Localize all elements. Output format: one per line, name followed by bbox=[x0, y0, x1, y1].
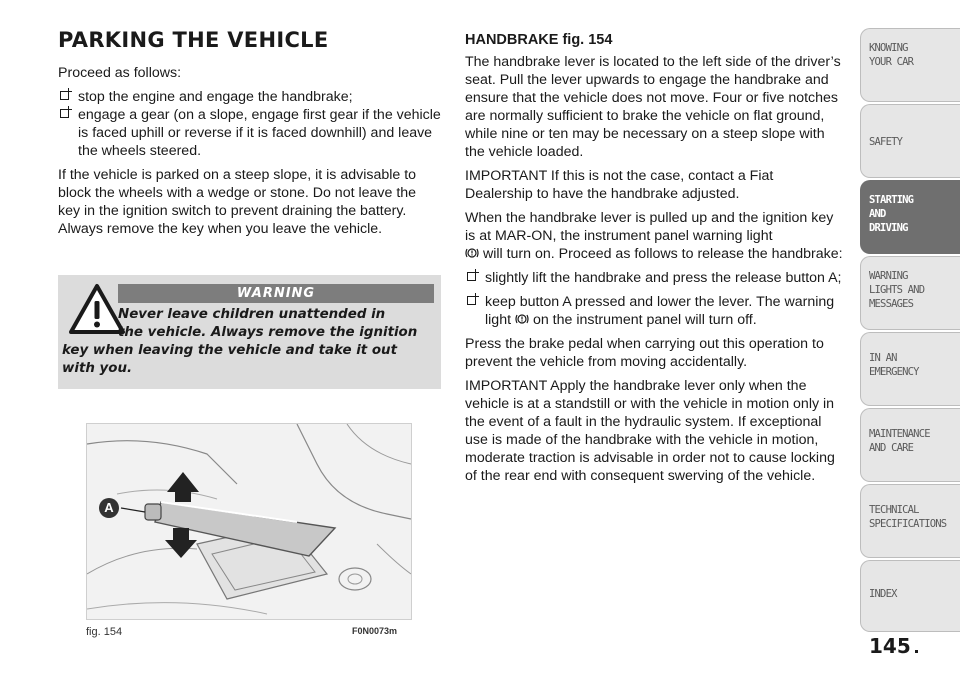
handbrake-p4: Press the brake pedal when carrying out this operation to prevent the vehicle from moving accidentally. bbox=[465, 336, 824, 370]
tab-maintenance-and-care[interactable]: MAINTENANCE AND CARE bbox=[860, 408, 960, 482]
callout-a: A bbox=[99, 498, 119, 518]
tab-technical-specifications[interactable]: TECHNICAL SPECIFICATIONS bbox=[860, 484, 960, 558]
warning-banner: WARNING bbox=[118, 284, 434, 303]
section-title: PARKING THE VEHICLE bbox=[58, 28, 329, 52]
handbrake-title: HANDBRAKE fig. 154 bbox=[465, 32, 613, 48]
list-item: engage a gear (on a slope, engage first gear if the vehicle is faced uphill or reverse if it is faced downhill) and leave the wheels steered. bbox=[58, 106, 442, 160]
checkbox-bullet-icon bbox=[60, 109, 69, 118]
handbrake-p1: The handbrake lever is located to the left side of the driver’s seat. Pull the lever upwards to engage the handbrake and ensure that the vehicle does not move. Four or five notches are normally sufficient to brake the vehicle on flat ground, while nine or ten may be necessary on a steep slope with the vehicle loaded. bbox=[465, 54, 841, 160]
parking-paragraph: If the vehicle is parked on a steep slope, it is advisable to block the wheels with a wedge or stone. Do not leave the key in the ignition switch to prevent draining the battery. Always remove the key when you leave the vehicle. bbox=[58, 167, 417, 237]
tab-safety[interactable]: SAFETY bbox=[860, 104, 960, 178]
list-item: slightly lift the handbrake and press the release button A; bbox=[465, 269, 845, 287]
right-column bbox=[465, 32, 845, 491]
handbrake-p5: IMPORTANT Apply the handbrake lever only when the vehicle is at a standstill or with the vehicle in motion only in the event of a fault in the hydraulic system. If exceptional use is made of the handbrake with the vehicle in motion, moderate traction is advisable in order not to cause locking of the rear end with consequent swerving of the vehicle. bbox=[465, 378, 835, 484]
checkbox-bullet-icon bbox=[467, 272, 476, 281]
figure-code: F0N0073m bbox=[352, 626, 398, 636]
warning-box bbox=[58, 275, 441, 389]
parking-steps bbox=[58, 88, 442, 160]
tab-knowing-your-car[interactable]: KNOWING YOUR CAR bbox=[860, 28, 960, 102]
page-number: 145 bbox=[869, 634, 911, 658]
list-item: keep button A pressed and lower the lever. The warning light on the instrument panel will turn off. bbox=[465, 293, 845, 329]
tab-warning-lights[interactable]: WARNING LIGHTS AND MESSAGES bbox=[860, 256, 960, 330]
tab-starting-and-driving[interactable]: STARTING AND DRIVING bbox=[860, 180, 960, 254]
release-steps bbox=[465, 269, 845, 329]
intro-text: Proceed as follows: bbox=[58, 65, 182, 81]
handbrake-p3: When the handbrake lever is pulled up and the ignition key is at MAR-ON, the instrument panel warning light will turn on. Proceed as follows to release the handbrake: bbox=[465, 210, 843, 262]
checkbox-bullet-icon bbox=[60, 91, 69, 100]
left-column bbox=[58, 28, 442, 244]
chapter-sidebar bbox=[860, 28, 960, 632]
checkbox-bullet-icon bbox=[467, 296, 476, 305]
brake-warning-light-icon bbox=[515, 313, 529, 325]
figure-caption: fig. 154 bbox=[86, 626, 123, 638]
tab-in-an-emergency[interactable]: IN AN EMERGENCY bbox=[860, 332, 960, 406]
tab-index[interactable]: INDEX bbox=[860, 560, 960, 632]
warning-text: Never leave children unattended in the vehicle. Always remove the ignition key when leaving the vehicle and take it out with you. bbox=[62, 307, 418, 376]
brake-warning-light-icon bbox=[465, 247, 479, 259]
handbrake-p2: IMPORTANT If this is not the case, contact a Fiat Dealership to have the handbrake adjusted. bbox=[465, 168, 774, 202]
handbrake-illustration bbox=[86, 423, 412, 620]
list-item: stop the engine and engage the handbrake; bbox=[58, 88, 442, 106]
handbrake-drawing bbox=[87, 424, 411, 619]
